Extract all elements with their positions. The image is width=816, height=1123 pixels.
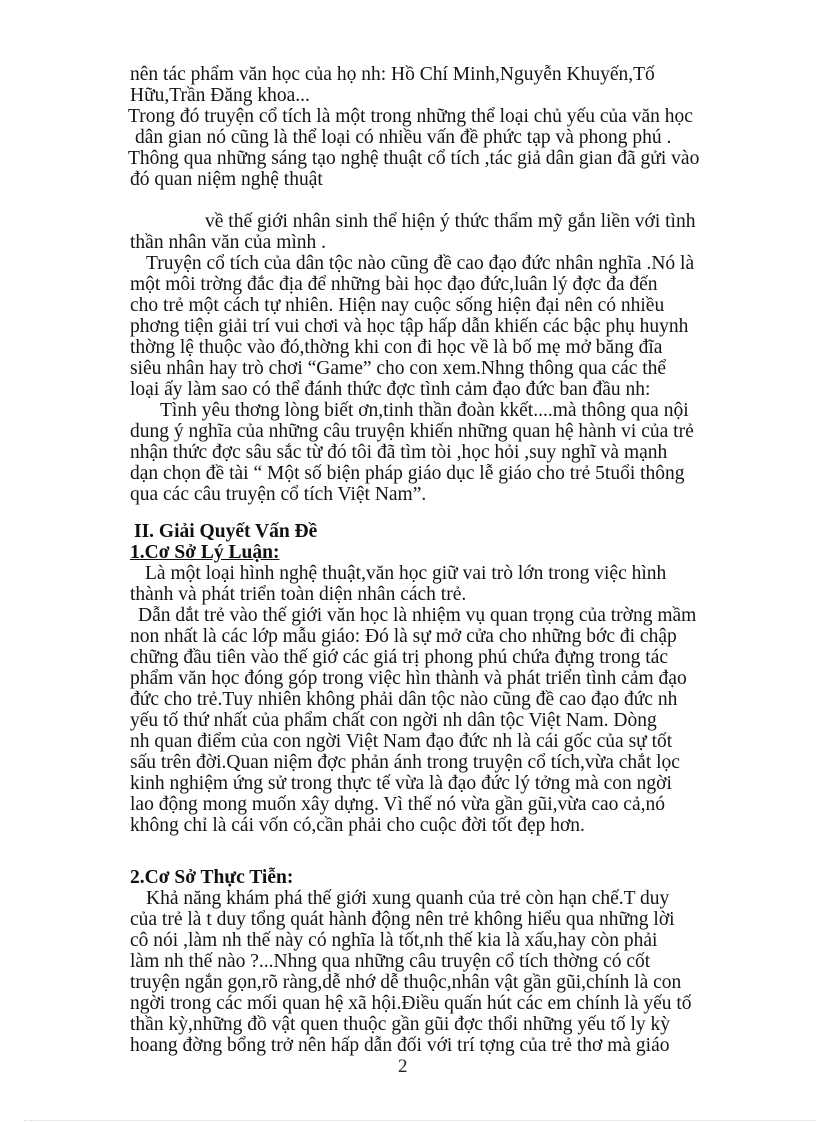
text-line: hoang đờng bổng trở nên hấp dẫn đối với trí tợng của trẻ thơ mà giáo	[130, 1035, 670, 1056]
text-line: thần nhân văn của mình .	[130, 232, 327, 253]
text-line: dạn chọn đề tài “ Một số biện pháp giáo dục lễ giáo cho trẻ 5tuổi thông	[130, 463, 685, 484]
text-line: qua các câu truyện cổ tích Việt Nam”.	[130, 484, 427, 505]
page-number: 2	[398, 1056, 408, 1077]
text-line: Tình yêu thơng lòng biết ơn,tinh thần đoàn kkết....mà thông qua nội	[160, 400, 689, 421]
text-line: Truyện cổ tích của dân tộc nào cũng đề cao đạo đức nhân nghĩa .Nó là	[146, 253, 695, 274]
text-line: nên tác phẩm văn học của họ nh: Hồ Chí Minh,Nguyễn Khuyến,Tố	[130, 64, 655, 85]
text-line: Trong đó truyện cổ tích là một trong những thể loại chủ yếu của văn học	[128, 106, 693, 127]
text-line: chững đầu tiên vào thế giớ các giá trị phong phú chứa đựng trong tác	[130, 647, 669, 668]
text-line: loại ấy làm sao có thể đánh thức đợc tình cảm đạo đức ban đầu nh:	[130, 379, 651, 400]
text-line: Hữu,Trần Đăng khoa...	[130, 85, 310, 106]
text-line: đức cho trẻ.Tuy nhiên không phải dân tộc nào cũng đề cao đạo đức nh	[130, 689, 678, 710]
text-line: dung ý nghĩa của những câu truyện khiến những quan hệ hành vi của trẻ	[130, 421, 694, 442]
text-line: truyện ngắn gọn,rõ ràng,dễ nhớ dễ thuộc,nhân vật gần gũi,chính là con	[130, 972, 682, 993]
page-bottom-rule	[24, 1120, 816, 1121]
text-line: không chỉ là cái vốn có,cần phải cho cuộc đời tốt đẹp hơn.	[130, 815, 585, 836]
text-line: kinh nghiệm ứng sử trong thực tế vừa là đạo đức lý tởng mà con ngời	[130, 773, 672, 794]
subsection-heading: 2.Cơ Sở Thực Tiễn:	[130, 867, 294, 888]
text-line: ngời trong các mối quan hệ xã hội.Điều quấn hút các em chính là yếu tố	[130, 993, 692, 1014]
text-line: cho trẻ một cách tự nhiên. Hiện nay cuộc sống hiện đại nên có nhiều	[130, 295, 665, 316]
subsection-heading: 1.Cơ Sở Lý Luận:	[130, 542, 280, 563]
text-line: phẩm văn học đóng góp trong việc hìn thành và phát triển tình cảm đạo	[130, 668, 687, 689]
text-line: siêu nhân hay trò chơi “Game” cho con xem.Nhng thông qua các thể	[130, 358, 667, 379]
text-line: sấu trên đời.Quan niệm đợc phản ánh trong truyện cổ tích,vừa chắt lọc	[130, 752, 680, 773]
text-line: phơng tiện giải trí vui chơi và học tập hấp dẫn khiến các bậc phụ huynh	[130, 316, 689, 337]
text-line: Là một loại hình nghệ thuật,văn học giữ vai trò lớn trong việc hình	[145, 563, 667, 584]
text-line: về thế giới nhân sinh thể hiện ý thức thẩm mỹ gắn liền với tình	[205, 211, 696, 232]
text-line: Dẫn dắt trẻ vào thế giới văn học là nhiệm vụ quan trọng của trờng mầm	[138, 605, 697, 626]
text-line: Thông qua những sáng tạo nghệ thuật cổ tích ,tác giả dân gian đã gửi vào	[128, 148, 700, 169]
text-line: lao động mong muốn xây dựng. Vì thế nó vừa gần gũi,vừa cao cả,nó	[130, 794, 665, 815]
text-line: nh quan điểm của con ngời Việt Nam đạo đức nh là cái gốc của sự tốt	[130, 731, 673, 752]
text-line: thành và phát triển toàn diện nhân cách trẻ.	[130, 584, 467, 605]
text-line: đó quan niệm nghệ thuật	[130, 169, 323, 190]
text-line: non nhất là các lớp mẫu giáo: Đó là sự mở cửa cho những bớc đi chập	[130, 626, 677, 647]
text-line: cô nói ,làm nh thế này có nghĩa là tốt,nh thế kia là xấu,hay còn phải	[130, 930, 658, 951]
text-line: nhận thức đợc sâu sắc từ đó tôi đã tìm tòi ,học hỏi ,suy nghĩ và mạnh	[130, 442, 668, 463]
section-heading: II. Giải Quyết Vấn Đề	[134, 521, 318, 542]
text-line: thờng lệ thuộc vào đó,thờng khi con đi học về là bố mẹ mở băng đĩa	[130, 337, 663, 358]
text-line: làm nh thế nào ?...Nhng qua những câu truyện cổ tích thờng có cốt	[130, 951, 651, 972]
text-line: yếu tố thứ nhất của phẩm chất con ngời nh dân tộc Việt Nam. Dòng	[130, 710, 657, 731]
text-line: dân gian nó cũng là thể loại có nhiều vấn đề phức tạp và phong phú .	[135, 127, 672, 148]
text-line: Khả năng khám phá thế giới xung quanh của trẻ còn hạn chế.T duy	[146, 888, 670, 909]
text-line: của trẻ là t duy tổng quát hành động nên trẻ không hiểu qua những lời	[130, 909, 675, 930]
text-line: thần kỳ,những đồ vật quen thuộc gần gũi đợc thổi những yếu tố ly kỳ	[130, 1014, 671, 1035]
text-line: một môi trờng đắc địa để những bài học đạo đức,luân lý đợc đa đến	[130, 274, 658, 295]
